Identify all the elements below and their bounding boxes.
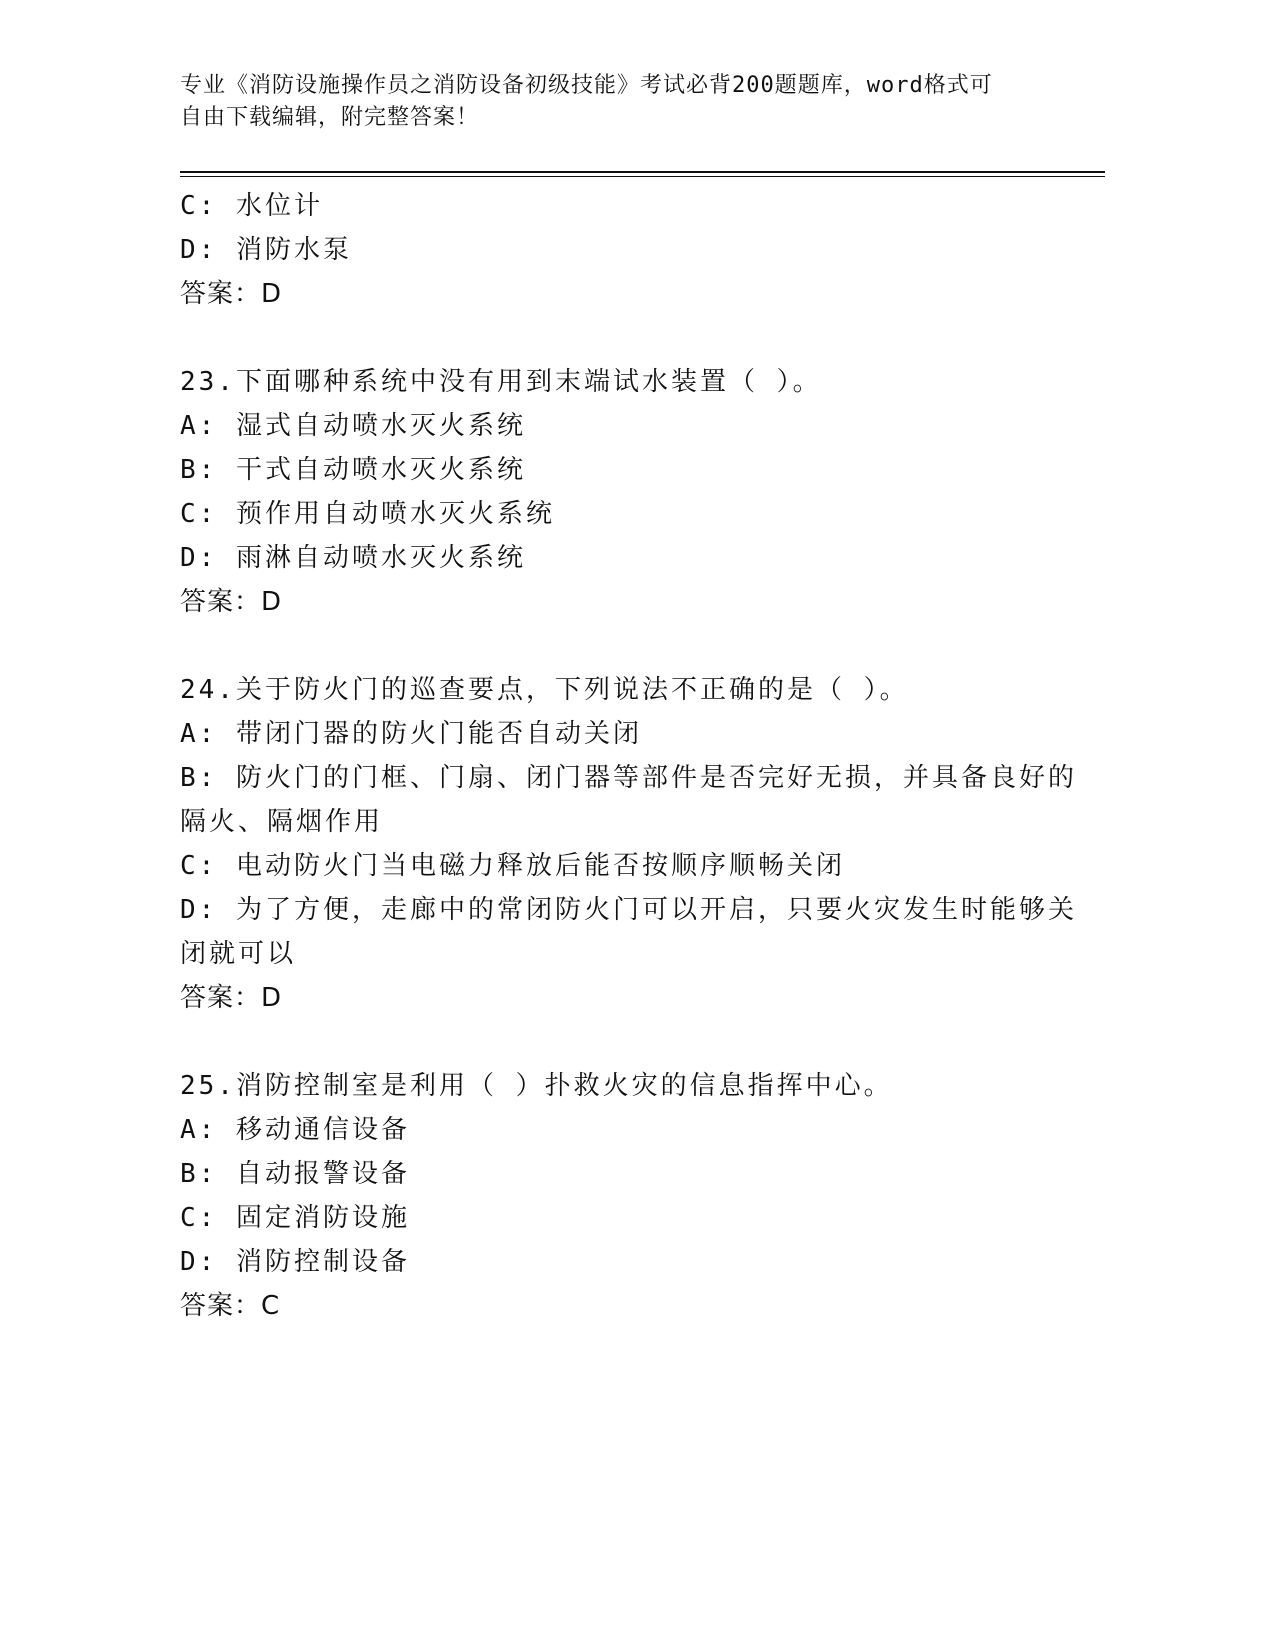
question-23: [180, 360, 1040, 624]
question-stem: 23.下面哪种系统中没有用到末端试水装置（ ）。: [180, 367, 822, 397]
option-a: A: 带闭门器的防火门能否自动关闭: [180, 719, 642, 749]
option-c: C: 水位计: [180, 191, 323, 221]
header-divider-thick: [180, 171, 1105, 173]
header-line-1: 专业《消防设施操作员之消防设备初级技能》考试必背200题题库，word格式可: [180, 73, 993, 98]
option-b-continued: 隔火、隔烟作用: [180, 807, 384, 837]
option-d: D: 消防控制设备: [180, 1247, 410, 1277]
question-stem: 25.消防控制室是利用（ ）扑救火灾的信息指挥中心。: [180, 1071, 893, 1101]
option-c: C: 固定消防设施: [180, 1203, 410, 1233]
header-line-2: 自由下载编辑，附完整答案！: [180, 105, 480, 130]
option-c: C: 电动防火门当电磁力释放后能否按顺序顺畅关闭: [180, 851, 845, 881]
question-25: [180, 1064, 1040, 1328]
option-d: D: 消防水泵: [180, 235, 352, 265]
header-divider-thin: [180, 176, 1105, 177]
option-b: B: 自动报警设备: [180, 1159, 410, 1189]
option-c: C: 预作用自动喷水灭火系统: [180, 499, 555, 529]
option-b: B: 干式自动喷水灭火系统: [180, 455, 526, 485]
answer-line: 答案：C: [180, 1291, 281, 1321]
option-d-continued: 闭就可以: [180, 939, 297, 969]
question-stem: 24.关于防火门的巡查要点，下列说法不正确的是（ ）。: [180, 675, 909, 705]
question-22-tail: [180, 184, 1040, 316]
answer-line: 答案：D: [180, 983, 283, 1013]
answer-line: 答案：D: [180, 587, 283, 617]
option-d: D: 为了方便，走廊中的常闭防火门可以开启，只要火灾发生时能够关: [180, 895, 1077, 925]
question-24: [180, 668, 1077, 1020]
option-b: B: 防火门的门框、门扇、闭门器等部件是否完好无损，并具备良好的: [180, 763, 1077, 793]
document-header: [180, 70, 1040, 134]
option-a: A: 移动通信设备: [180, 1115, 410, 1145]
answer-line: 答案：D: [180, 279, 283, 309]
question-list: [180, 184, 1077, 1328]
option-d: D: 雨淋自动喷水灭火系统: [180, 543, 526, 573]
option-a: A: 湿式自动喷水灭火系统: [180, 411, 526, 441]
